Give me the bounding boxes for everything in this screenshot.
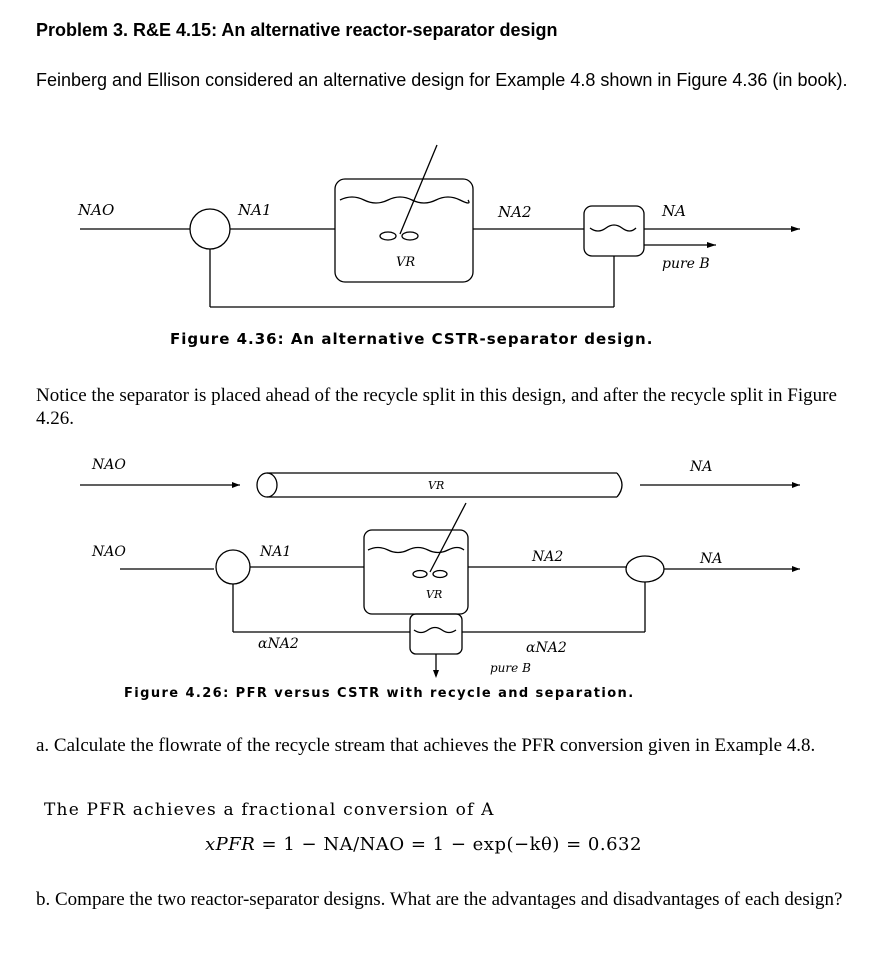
label-pure-b: pure B — [490, 661, 531, 675]
splitter-circle — [626, 556, 664, 582]
label-na: NA — [662, 202, 686, 220]
label-na2: NA2 — [498, 203, 532, 221]
cstr-label-nao: NAO — [92, 544, 126, 560]
cstr-label-na1: NA1 — [260, 544, 292, 560]
impeller-blade-left — [413, 571, 427, 578]
problem-title: Problem 3. R&E 4.15: An alternative reactor-separator design — [36, 20, 558, 40]
impeller-blade-right — [433, 571, 447, 578]
figure-4-36-caption: Figure 4.36: An alternative CSTR-separator design. — [170, 330, 654, 348]
conversion-equation — [205, 834, 642, 855]
impeller-blade-right — [402, 232, 418, 240]
label-na1: NA1 — [238, 201, 272, 219]
recycle-label-alpha-na2-left: αNA2 — [258, 636, 299, 652]
equation-result: = 0.632 — [566, 834, 642, 855]
equation-lhs: xPFR — [205, 834, 256, 855]
separator-vessel — [410, 614, 462, 654]
pfr-label-nao: NAO — [92, 457, 126, 473]
pfr-label-na: NA — [690, 459, 713, 475]
notice-paragraph: Notice the separator is placed ahead of the recycle split in this design, and after the recycle split in Figure 4.26. — [36, 385, 837, 429]
liquid-level — [368, 548, 464, 553]
pfr-label-vr: VR — [428, 479, 445, 492]
pfr-product-arrow — [792, 482, 800, 488]
pfr-inlet-cap — [257, 473, 277, 497]
intro-paragraph: Feinberg and Ellison considered an alternative design for Example 4.8 shown in Figure 4.36 (in book). — [36, 70, 848, 90]
cstr-label-na: NA — [700, 551, 723, 567]
cstr-vessel — [364, 530, 468, 614]
cstr-label-vr: VR — [426, 588, 443, 601]
question-a: a. Calculate the flowrate of the recycle stream that achieves the PFR conversion given in Example 4.8. — [36, 735, 816, 756]
label-pure-b: pure B — [662, 256, 710, 272]
cstr-product-arrow — [792, 566, 800, 572]
pfr-feed-arrow — [232, 482, 240, 488]
agitator-shaft — [430, 503, 466, 572]
pure-b-arrow-head — [707, 242, 716, 248]
separator-interface — [414, 628, 456, 633]
recycle-label-alpha-na2-right: αNA2 — [526, 640, 567, 656]
product-arrow-head — [791, 226, 800, 232]
equation-middle: = 1 − NA/NAO = 1 − exp(−kθ) — [261, 834, 560, 855]
liquid-level — [340, 197, 469, 203]
separator-interface — [590, 225, 636, 231]
label-nao: NAO — [78, 201, 115, 219]
pfr-statement: The PFR achieves a fractional conversion of A — [44, 800, 495, 820]
mixer-circle — [216, 550, 250, 584]
impeller-blade-left — [380, 232, 396, 240]
question-b: b. Compare the two reactor-separator designs. What are the advantages and disadvantages of each design? — [36, 889, 843, 910]
figure-4-36-diagram — [0, 140, 888, 320]
pfr-outlet-cap — [617, 473, 622, 497]
mixer-circle — [190, 209, 230, 249]
agitator-shaft — [400, 145, 437, 234]
label-vr: VR — [396, 255, 416, 270]
figure-4-26-diagram — [0, 455, 888, 685]
cstr-label-na2: NA2 — [532, 549, 564, 565]
figure-4-26-caption: Figure 4.26: PFR versus CSTR with recycle and separation. — [124, 686, 635, 701]
separator-vessel — [584, 206, 644, 256]
pure-b-arrow — [433, 670, 439, 678]
